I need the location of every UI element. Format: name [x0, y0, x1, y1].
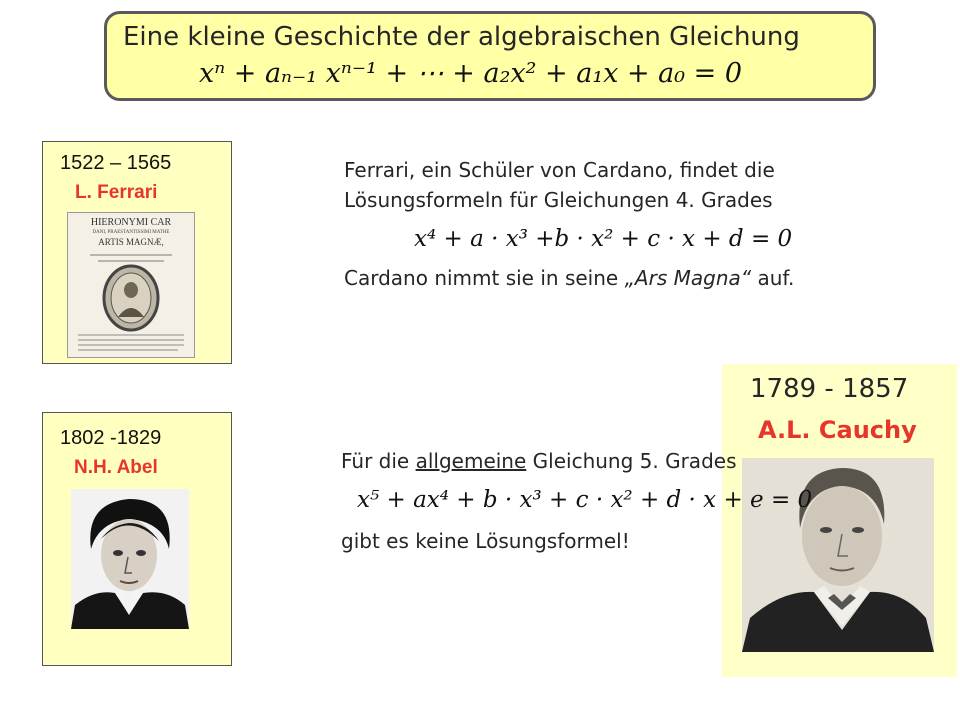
ars-magna-title-page-image	[67, 212, 195, 358]
ars-magna-caption-1: HIERONYMI CAR	[90, 217, 172, 228]
ars-magna-engraving	[68, 213, 194, 357]
ferrari-text-line-1: Ferrari, ein Schüler von Cardano, findet die	[344, 158, 775, 182]
title-banner	[104, 11, 876, 101]
quintic-equation: x⁵ + ax⁴ + b · x³ + c · x² + d · x + e = 0	[357, 487, 813, 513]
ferrari-text-line-2: Lösungsformeln für Gleichungen 4. Grades	[344, 188, 773, 212]
ars-magna-title: „Ars Magna“	[624, 266, 752, 290]
abel-card	[42, 412, 232, 666]
abel-text-line-2: gibt es keine Lösungsformel!	[341, 529, 630, 553]
allgemeine-word: allgemeine	[415, 449, 527, 473]
ars-magna-caption-3: ARTIS MAGNÆ,	[98, 237, 164, 247]
cauchy-name: A.L. Cauchy	[758, 416, 917, 444]
abel-portrait-drawing	[71, 489, 189, 629]
cauchy-card	[722, 364, 957, 677]
ferrari-card	[42, 141, 232, 364]
ars-magna-caption-2: DANI, PRAESTANTISSIMI MATHE	[92, 230, 170, 235]
page-title: Eine kleine Geschichte der algebraischen Gleichung	[123, 22, 800, 52]
abel-text-line-1	[341, 449, 736, 473]
cauchy-years: 1789 - 1857	[750, 374, 909, 404]
abel-name: N.H. Abel	[74, 457, 158, 478]
abel-portrait-image	[71, 489, 189, 629]
ferrari-text-line-3-c: auf.	[751, 266, 795, 290]
abel-text-line-1-c: Gleichung 5. Grades	[526, 449, 737, 473]
quartic-equation: x⁴ + a · x³ +b · x² + c · x + d = 0	[414, 226, 793, 252]
ferrari-years: 1522 – 1565	[60, 152, 172, 174]
abel-text-line-1-a: Für die	[341, 449, 416, 473]
ferrari-text-line-3	[344, 266, 794, 290]
ferrari-text-line-3-a: Cardano nimmt sie in seine	[344, 266, 625, 290]
ferrari-name: L. Ferrari	[75, 182, 158, 203]
general-equation: xⁿ + aₙ₋₁ xⁿ⁻¹ + ⋯ + a₂x² + a₁x + a₀ = 0	[199, 58, 743, 89]
abel-years: 1802 -1829	[60, 427, 162, 449]
